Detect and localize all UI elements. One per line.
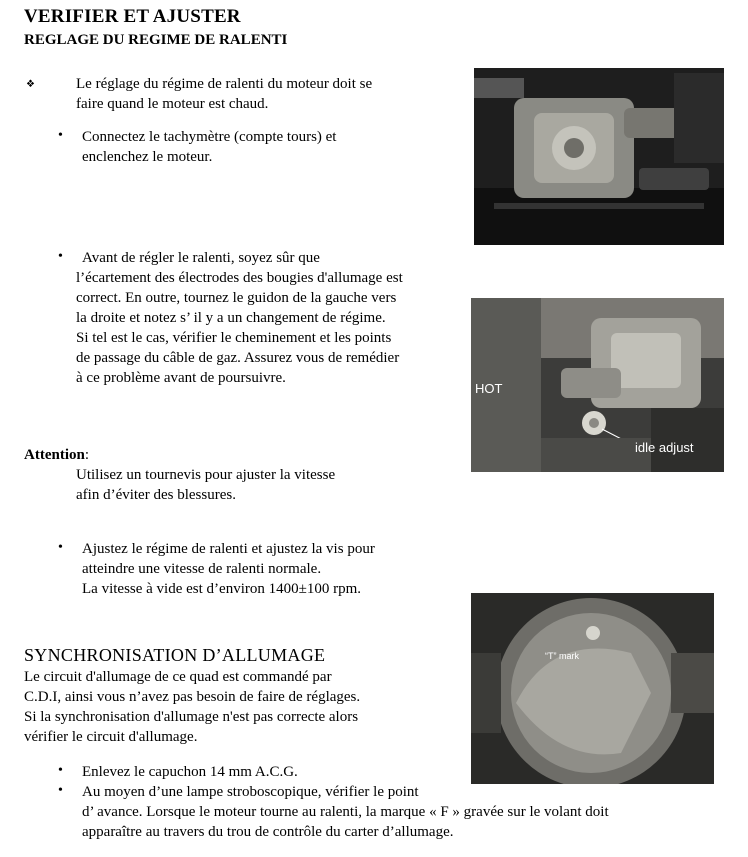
step3-line-1: Ajustez le régime de ralenti et ajustez la vis pour	[82, 541, 375, 557]
sync-bullet-2-line-1: Au moyen d’une lampe stroboscopique, vérifier le point	[82, 784, 419, 800]
sync-bullet-2-text	[82, 782, 609, 842]
step2-paragraph	[76, 248, 403, 388]
sync-line-3: Si la synchronisation d'allumage n'est pas correcte alors	[24, 709, 359, 725]
step2-line-7: à ce problème avant de poursuivre.	[76, 370, 286, 386]
step1-line-2: enclenchez le moteur.	[82, 149, 213, 165]
sync-bullet-1-icon: •	[58, 763, 63, 778]
timing-mark-illustration	[471, 593, 714, 784]
sync-line-4: vérifier le circuit d'allumage.	[24, 729, 198, 745]
attention-heading	[24, 445, 89, 465]
attention-paragraph	[76, 465, 335, 505]
hot-label: HOT	[475, 381, 503, 396]
step3-bullet-icon: •	[58, 540, 63, 555]
step3-line-2: atteindre une vitesse de ralenti normale.	[82, 561, 322, 577]
engine-photo-illustration	[474, 68, 724, 245]
attention-line-2: afin d’éviter des blessures.	[76, 487, 236, 503]
sync-bullet-1-text	[82, 762, 298, 782]
sync-bullet-2-line-2: d’ avance. Lorsque le moteur tourne au ralenti, la marque « F » gravée sur le volant doit	[82, 804, 609, 820]
page-subtitle: REGLAGE DU REGIME DE RALENTI	[24, 32, 288, 48]
step1-bullet-icon: •	[58, 128, 63, 143]
attention-label: Attention	[24, 447, 85, 463]
timing-mark-photo	[471, 593, 714, 784]
intro-paragraph	[76, 74, 372, 114]
sync-paragraph	[24, 667, 360, 747]
sync-line-1: Le circuit d'allumage de ce quad est commandé par	[24, 669, 332, 685]
attention-colon: :	[84, 447, 89, 463]
step2-line-3: correct. En outre, tournez le guidon de la gauche vers	[76, 290, 397, 306]
intro-line-1: Le réglage du régime de ralenti du moteur doit se	[76, 76, 373, 92]
step2-line-4: la droite et notez s’ il y a un changement de régime.	[76, 310, 386, 326]
sync-bullet-1-line-1: Enlevez le capuchon 14 mm A.C.G.	[82, 764, 298, 780]
step2-line-2: l’écartement des électrodes des bougies d'allumage est	[76, 270, 403, 286]
sync-bullet-2-icon: •	[58, 783, 63, 798]
attention-line-1: Utilisez un tournevis pour ajuster la vitesse	[76, 467, 336, 483]
diamond-bullet-icon: ❖	[26, 79, 35, 90]
idle-adjust-photo	[471, 298, 724, 472]
intro-line-2: faire quand le moteur est chaud.	[76, 96, 269, 112]
step1-paragraph	[82, 127, 336, 167]
step2-line-6: de passage du câble de gaz. Assurez vous de remédier	[76, 350, 400, 366]
section-title-sync: SYNCHRONISATION D’ALLUMAGE	[24, 645, 326, 665]
step2-line-1: Avant de régler le ralenti, soyez sûr que	[82, 250, 320, 266]
sync-line-2: C.D.I, ainsi vous n’avez pas besoin de faire de réglages.	[24, 689, 361, 705]
step3-line-3: La vitesse à vide est d’environ 1400±100 rpm.	[82, 581, 362, 597]
step1-line-1: Connectez le tachymètre (compte tours) et	[82, 129, 337, 145]
page-title: VERIFIER ET AJUSTER	[24, 6, 241, 27]
engine-photo	[474, 68, 724, 245]
step2-line-5: Si tel est le cas, vérifier le cheminement et les points	[76, 330, 392, 346]
t-mark-label: “T” mark	[545, 651, 579, 661]
step3-paragraph	[82, 539, 375, 599]
idle-adjust-label: idle adjust	[635, 440, 694, 455]
step2-bullet-icon: •	[58, 249, 63, 264]
sync-bullet-2-line-3: apparaître au travers du trou de contrôle du carter d’allumage.	[82, 824, 454, 840]
